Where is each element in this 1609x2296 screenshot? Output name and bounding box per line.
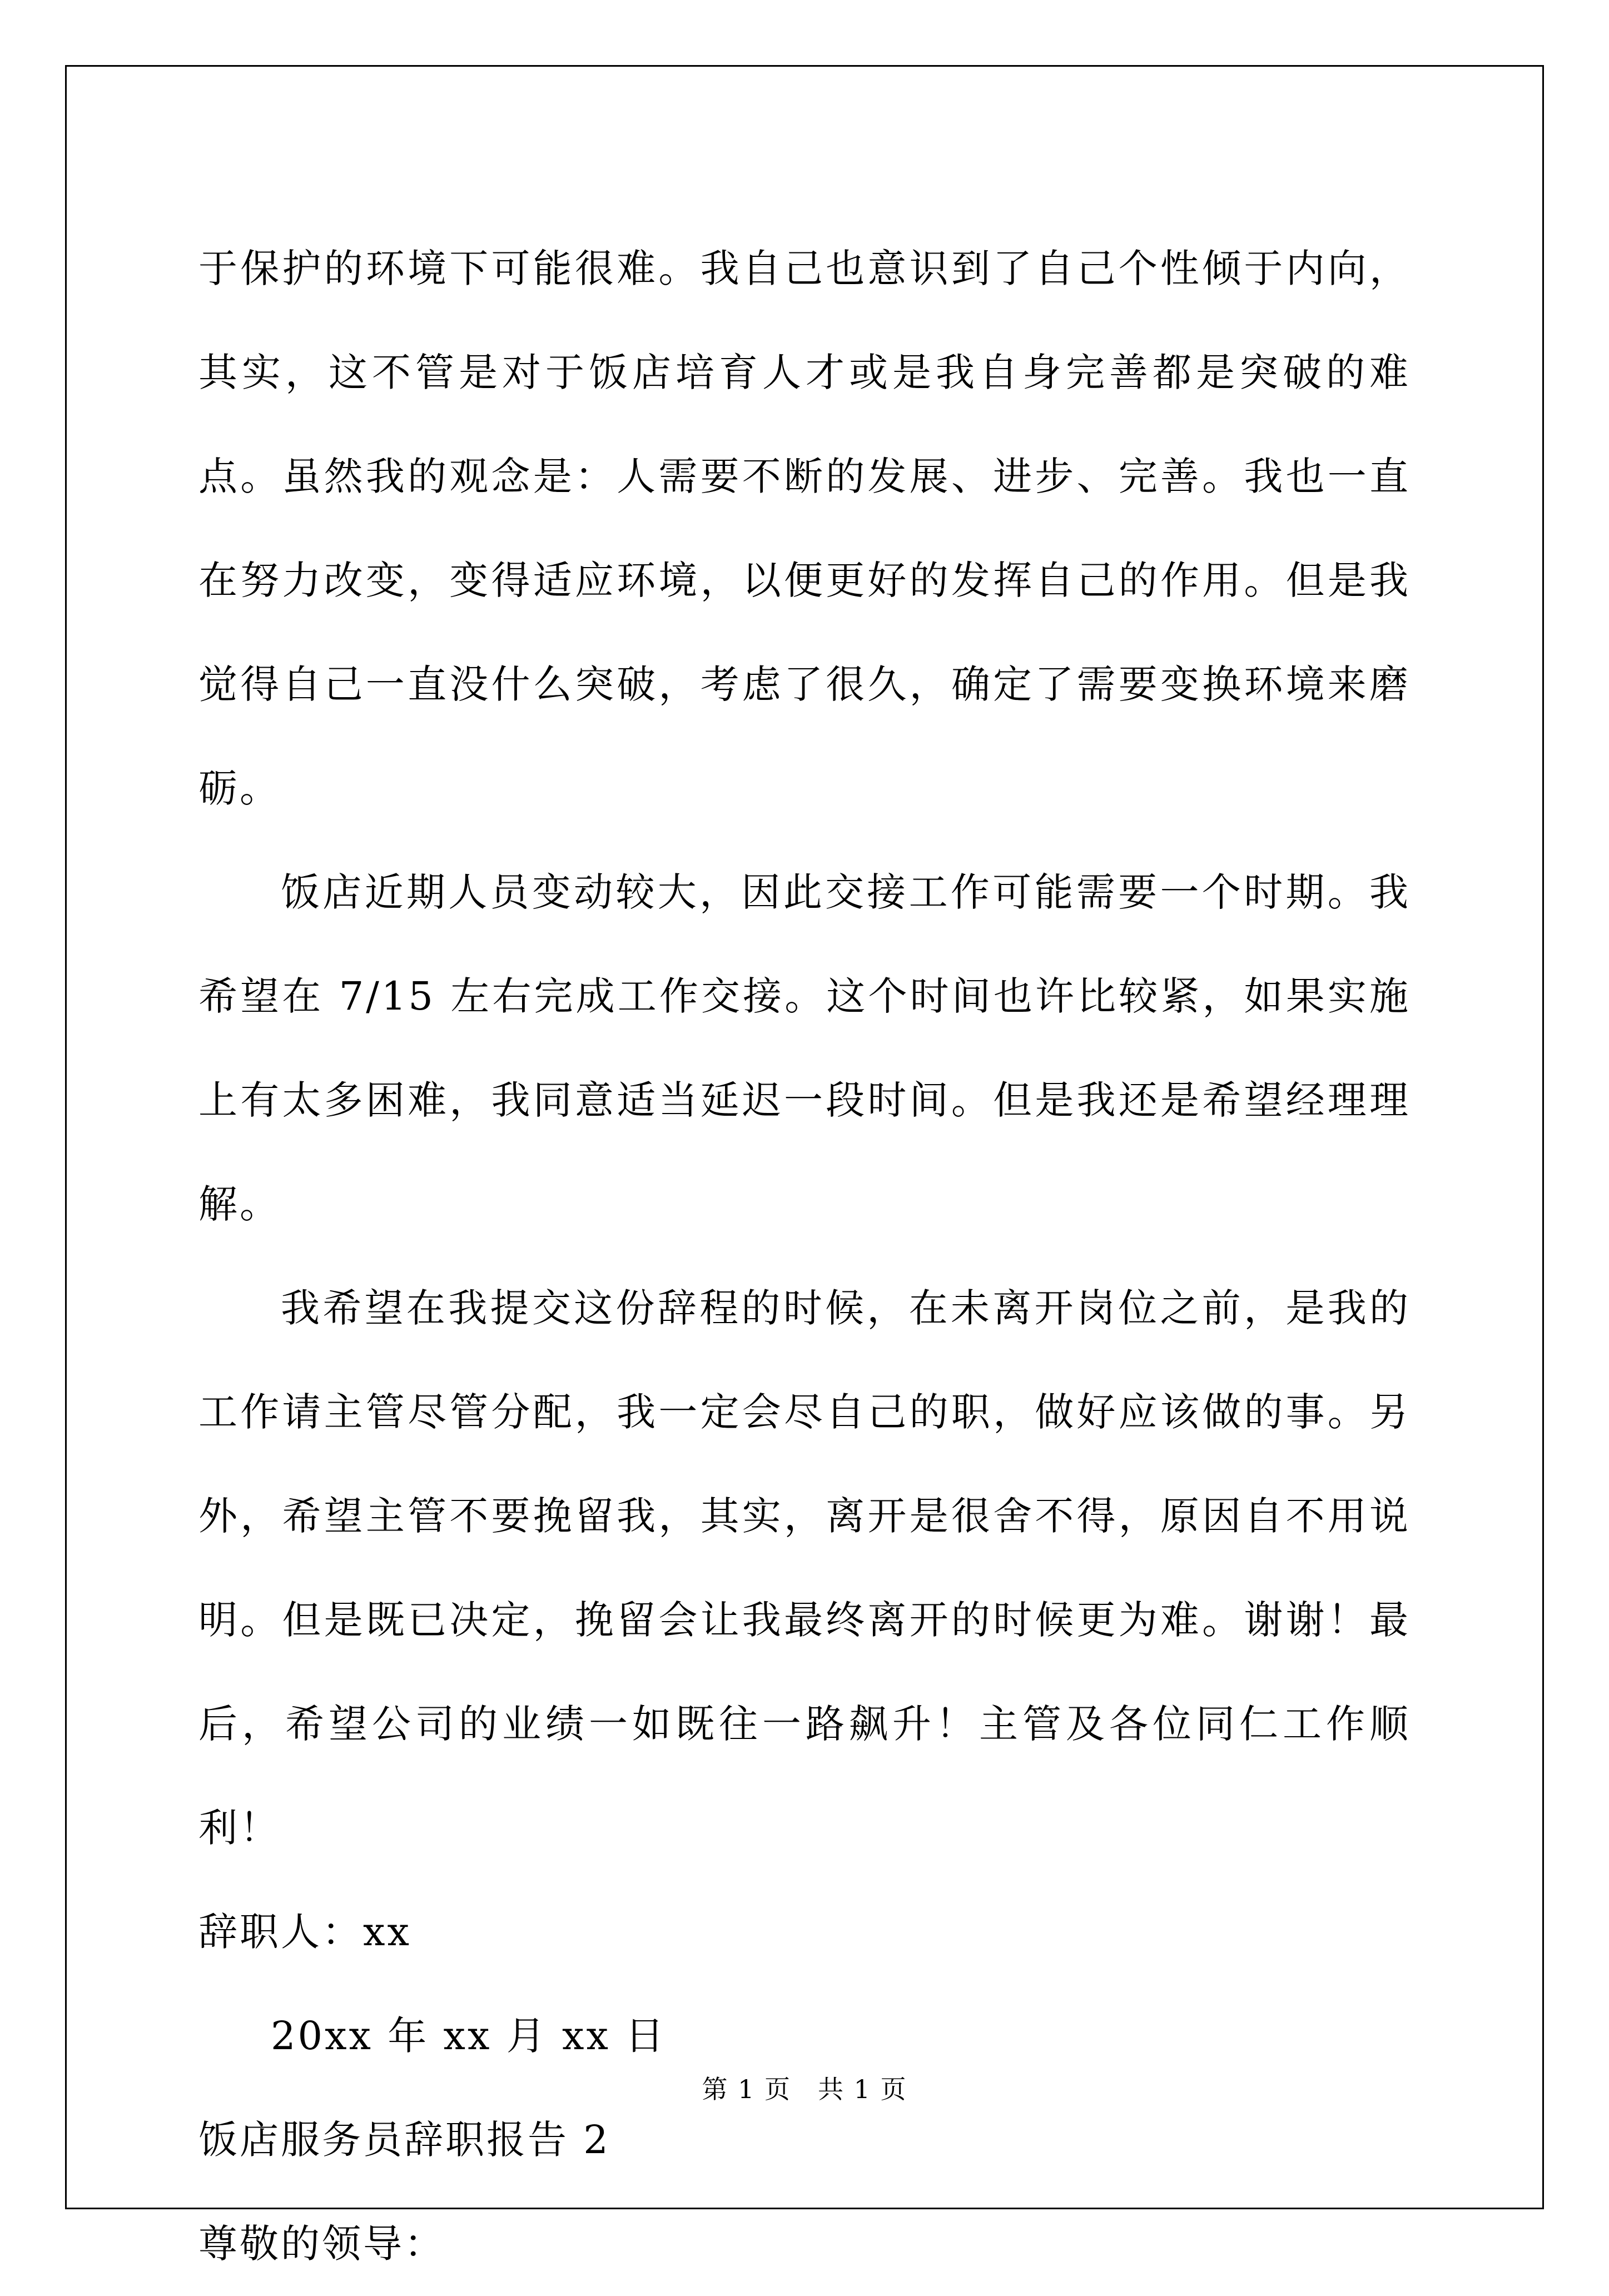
document-body xyxy=(198,217,1411,2296)
paragraph-closing: 我希望在我提交这份辞程的时候，在未离开岗位之前，是我的工作请主管尽管分配，我一定会尽自己的职，做好应该做的事。另外，希望主管不要挽留我，其实，离开是很舍不得，原因自不用说明。但是既已决定，挽留会让我最终离开的时候更为难。谢谢！最后，希望公司的业绩一如既往一路飙升！主管及各位同仁工作顺利！ xyxy=(198,1285,1411,1851)
signer-line: 辞职人：xx xyxy=(198,1909,411,1955)
paragraph-continuation: 于保护的环境下可能很难。我自己也意识到了自己个性倾于内向，其实，这不管是对于饭店培育人才或是我自身完善都是突破的难点。虽然我的观念是：人需要不断的发展、进步、完善。我也一直在努力改变，变得适应环境，以便更好的发挥自己的作用。但是我觉得自己一直没什么突破，考虑了很久，确定了需要变换环境来磨砺。 xyxy=(198,246,1411,811)
section-title: 饭店服务员辞职报告 2 xyxy=(198,2117,610,2163)
page-footer: 第 1 页 共 1 页 xyxy=(702,2074,907,2104)
salutation: 尊敬的领导： xyxy=(198,2221,445,2267)
paragraph-handover: 饭店近期人员变动较大，因此交接工作可能需要一个时期。我希望在 7/15 左右完成工作交接。这个时间也许比较紧，如果实施上有太多困难，我同意适当延迟一段时间。但是我还是希望经理理解。 xyxy=(198,869,1411,1227)
date-line: 20xx 年 xx 月 xx 日 xyxy=(271,2013,667,2059)
